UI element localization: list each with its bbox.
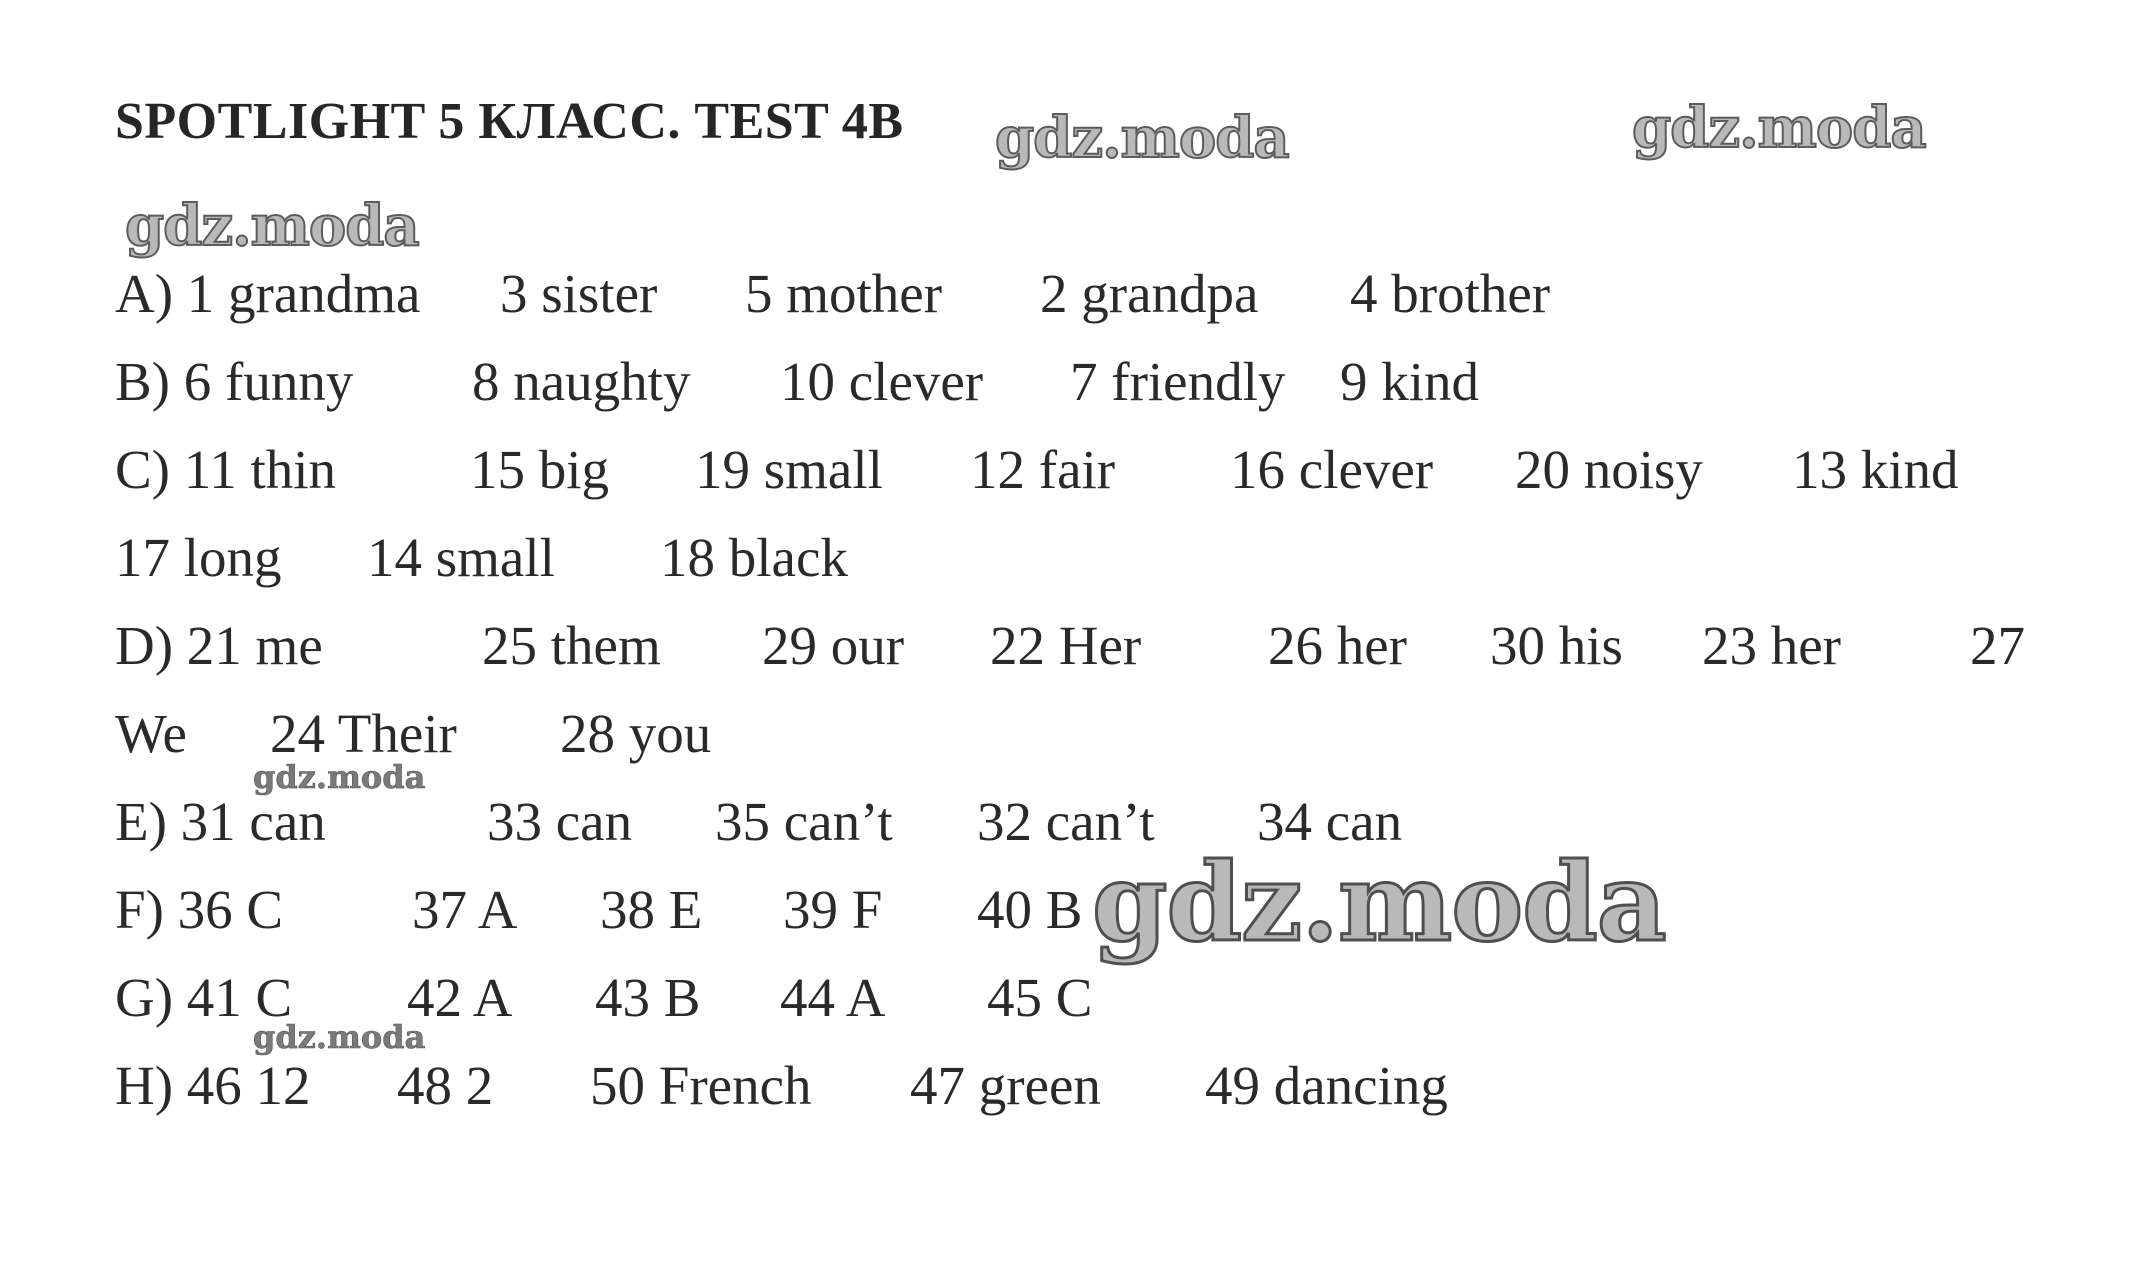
answer-item: 27 <box>1970 615 2025 676</box>
answer-item: 18 black <box>660 527 848 588</box>
answer-item: 22 Her <box>990 615 1142 676</box>
page-title: SPOTLIGHT 5 КЛАСС. TEST 4B <box>115 93 904 150</box>
answer-item: 48 2 <box>397 1055 494 1116</box>
answer-item: 12 fair <box>970 439 1116 500</box>
answer-item: 40 B <box>977 879 1083 940</box>
answer-item: 49 dancing <box>1205 1055 1448 1116</box>
answer-item: 26 her <box>1268 615 1407 676</box>
answer-item: 10 clever <box>780 351 984 412</box>
answer-item: We <box>115 703 187 764</box>
answer-item: D) 21 me <box>115 615 323 676</box>
watermark: gdz.moda <box>253 758 426 796</box>
watermark: gdz.moda <box>125 193 419 259</box>
answer-item: 47 green <box>910 1055 1101 1116</box>
answer-item: 43 B <box>595 967 701 1028</box>
answer-item: 30 his <box>1490 615 1623 676</box>
answer-item: G) 41 C <box>115 967 293 1028</box>
answer-item: 42 A <box>407 967 513 1028</box>
answer-item: F) 36 C <box>115 879 284 940</box>
answer-item: 19 small <box>695 439 883 500</box>
answer-item: 3 sister <box>500 263 658 324</box>
watermark: gdz.moda <box>253 1018 426 1056</box>
answer-item: 9 kind <box>1340 351 1480 412</box>
answer-item: 28 you <box>560 703 712 764</box>
answer-item: E) 31 can <box>115 791 326 852</box>
answer-item: 35 can’t <box>715 791 893 852</box>
answer-item: 2 grandpa <box>1040 263 1259 324</box>
answer-item: 16 clever <box>1230 439 1434 500</box>
answer-item: 39 F <box>783 879 883 940</box>
watermark: gdz.moda <box>1092 840 1666 966</box>
answer-item: 13 kind <box>1792 439 1959 500</box>
answer-item: 37 A <box>412 879 518 940</box>
answer-item: 45 C <box>987 967 1093 1028</box>
answer-item: 8 naughty <box>472 351 691 412</box>
watermark: gdz.moda <box>1632 95 1926 161</box>
answer-item: 34 can <box>1257 791 1403 852</box>
answer-item: A) 1 grandma <box>115 263 421 324</box>
answer-item: 33 can <box>487 791 633 852</box>
answer-item: 17 long <box>115 527 282 588</box>
answer-item: 14 small <box>367 527 555 588</box>
answer-item: 44 A <box>780 967 886 1028</box>
watermark: gdz.moda <box>995 105 1289 171</box>
answer-item: 20 noisy <box>1515 439 1703 500</box>
answer-item: 50 French <box>590 1055 812 1116</box>
answer-item: 4 brother <box>1350 263 1551 324</box>
answer-item: 25 them <box>482 615 661 676</box>
answer-item: B) 6 funny <box>115 351 354 412</box>
answer-item: 24 Their <box>270 703 457 764</box>
answer-item: 32 can’t <box>977 791 1155 852</box>
answer-item: 15 big <box>470 439 610 500</box>
answer-item: C) 11 thin <box>115 439 337 500</box>
answer-item: 29 our <box>762 615 905 676</box>
answer-item: 23 her <box>1702 615 1841 676</box>
answer-item: H) 46 12 <box>115 1055 311 1116</box>
answer-item: 7 friendly <box>1070 351 1286 412</box>
answer-item: 5 mother <box>745 263 943 324</box>
answer-item: 38 E <box>600 879 703 940</box>
